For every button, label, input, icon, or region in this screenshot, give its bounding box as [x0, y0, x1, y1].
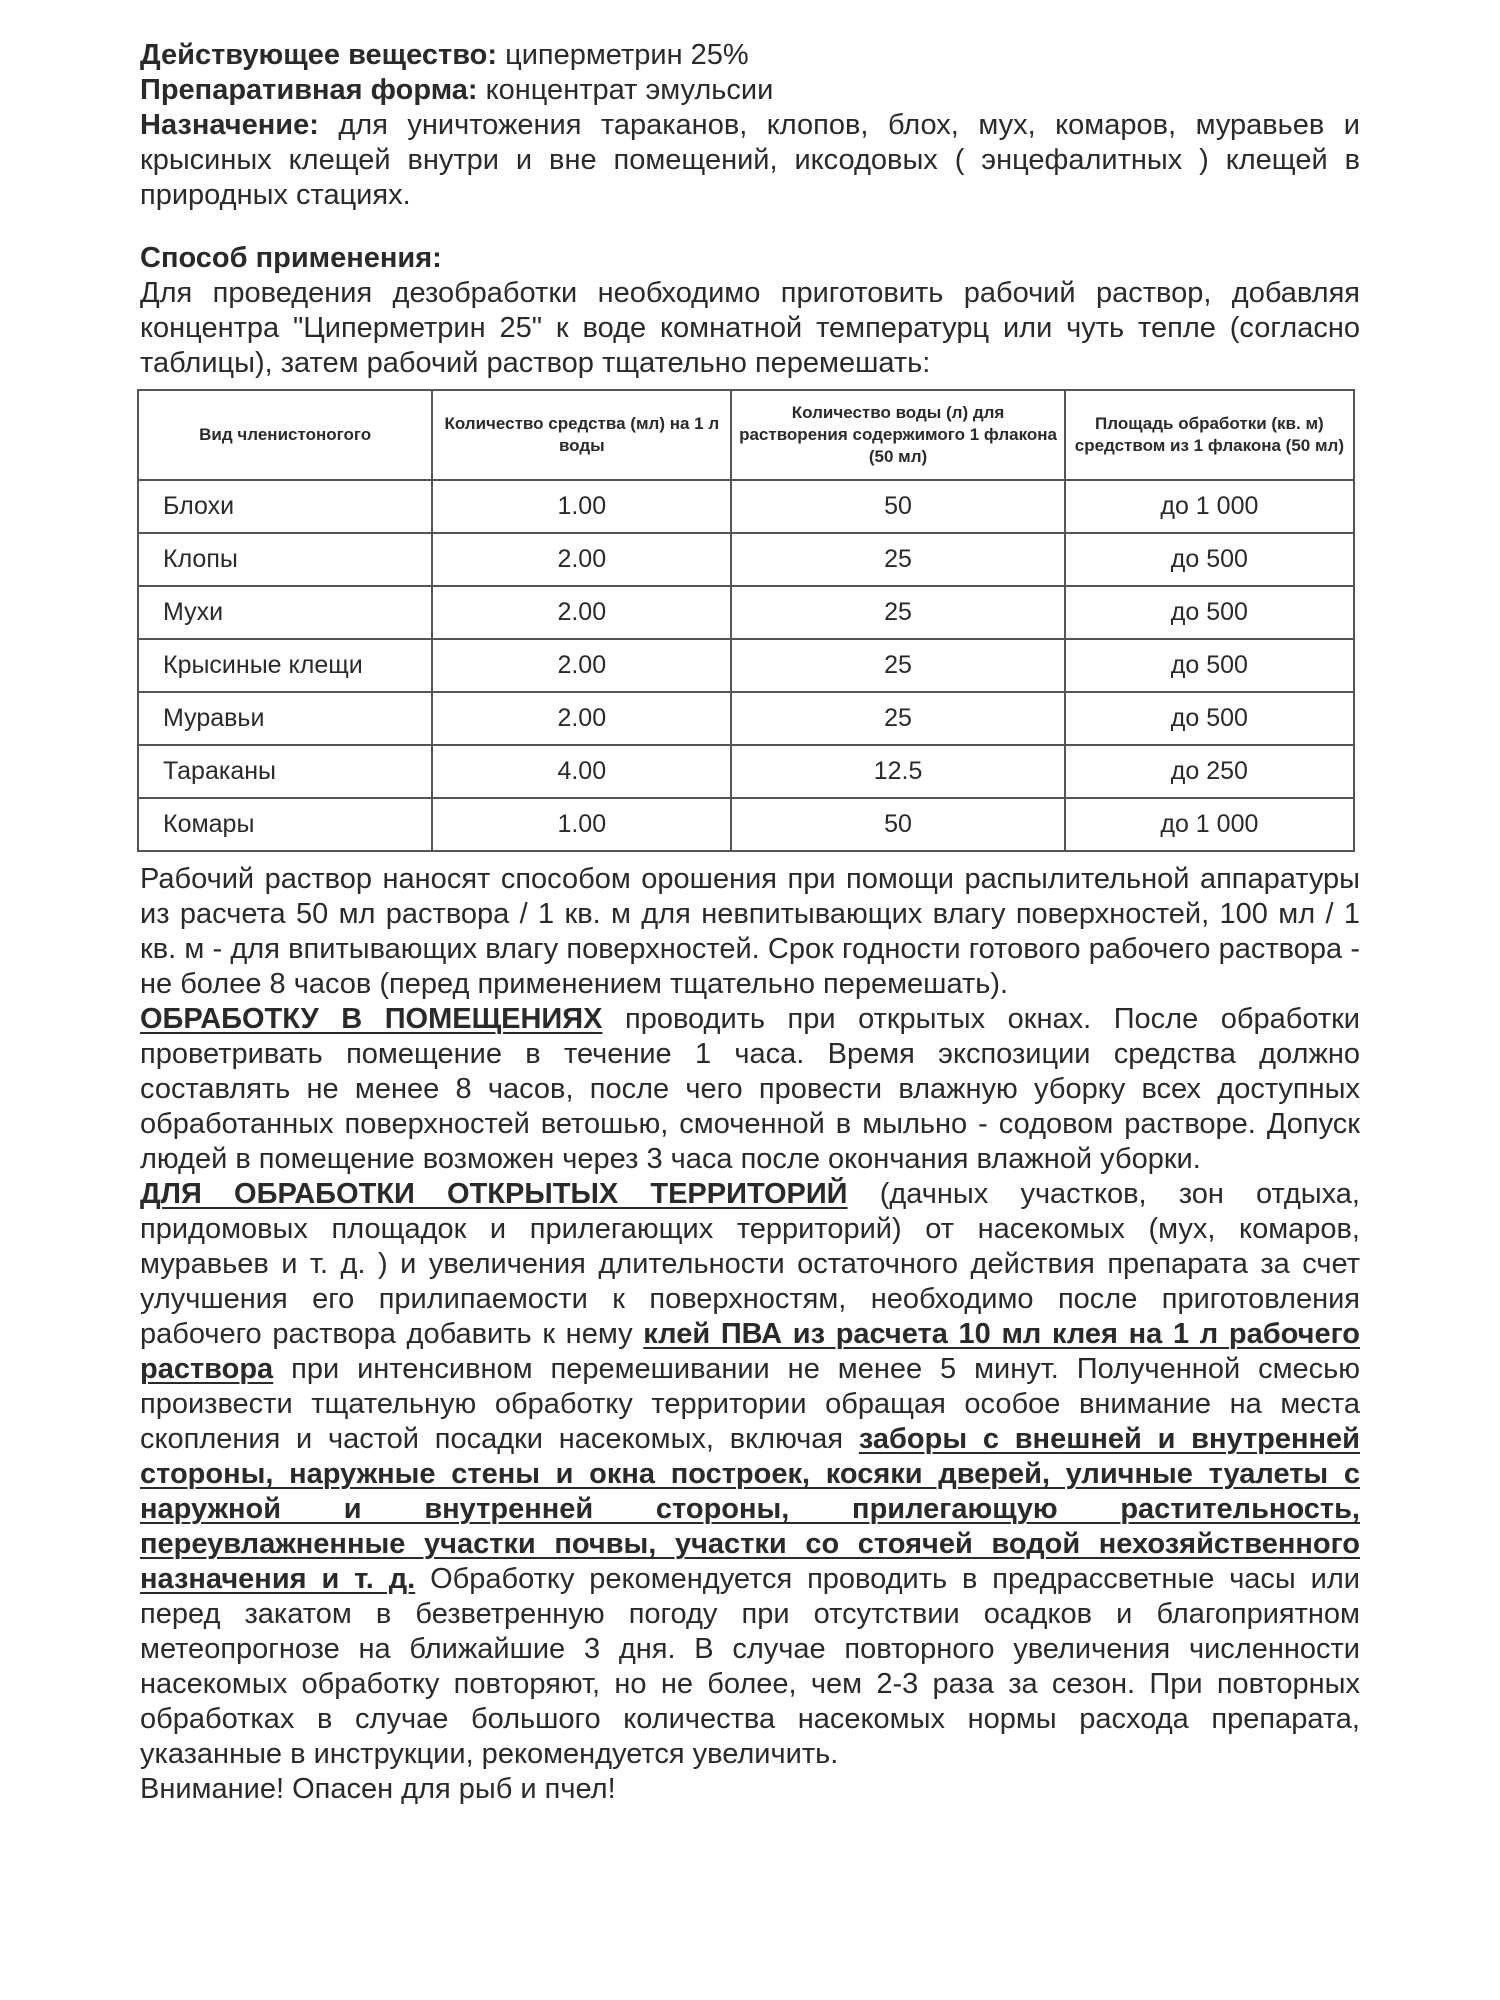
- header-area: Площадь обработки (кв. м) средством из 1 флакона (50 мл): [1065, 390, 1354, 480]
- cell-amount: 4.00: [432, 745, 731, 798]
- cell-name: Комары: [138, 798, 432, 851]
- method-title: Способ применения:: [140, 242, 442, 274]
- cell-area: до 1 000: [1065, 798, 1354, 851]
- cell-area: до 500: [1065, 533, 1354, 586]
- indoor-heading: ОБРАБОТКУ В ПОМЕЩЕНИЯХ: [140, 1003, 603, 1035]
- cell-area: до 250: [1065, 745, 1354, 798]
- cell-amount: 1.00: [432, 798, 731, 851]
- cell-water: 25: [731, 639, 1064, 692]
- table-row: [138, 480, 1354, 533]
- cell-water: 12.5: [731, 745, 1064, 798]
- table-row: [138, 586, 1354, 639]
- cell-amount: 1.00: [432, 480, 731, 533]
- table-row: [138, 745, 1354, 798]
- purpose-value: для уничтожения тараканов, клопов, блох, мух, комаров, муравьев и крысиных клещей внутри и вне помещений, иксодовых ( энцефалитных ) клещей в природных стациях.: [140, 109, 1360, 211]
- application-paragraph: Рабочий раствор наносят способом орошения при помощи распылительной аппаратуры из расчета 50 мл раствора / 1 кв. м для невпитывающих влагу поверхностей, 100 мл / 1 кв. м - для впитывающих влагу поверхностей. Срок годности готового рабочего раствора - не более 8 часов (перед применением тщательно перемешать).: [140, 863, 1360, 1000]
- cell-amount: 2.00: [432, 692, 731, 745]
- indoor-paragraph: [140, 1002, 1360, 1177]
- indoor-text: проводить при открытых окнах. После обработки проветривать помещение в течение 1 часа. Время экспозиции средства должно составлять не менее 8 часов, после чего провести влажную уборку всех доступных обработанных поверхностей ветошью, смоченной в мыльно - содовом растворе. Допуск людей в помещение возможен через 3 часа после окончания влажной уборки.: [140, 1003, 1361, 1175]
- substance-value: циперметрин 25%: [497, 39, 749, 71]
- cell-name: Муравьи: [138, 692, 432, 745]
- purpose-label: Назначение:: [140, 109, 319, 141]
- table-row: [138, 639, 1354, 692]
- warning-line: Внимание! Опасен для рыб и пчел!: [140, 1773, 616, 1805]
- cell-area: до 1 000: [1065, 480, 1354, 533]
- cell-water: 25: [731, 586, 1064, 639]
- outdoor-text-1: (дачных участков, зон отдыха, придомовых площадок и прилегающих территорий) от насекомых (мух, комаров, муравьев и т. д. ) и увеличения длительности остаточного действия препарата за счет улучшения его прилипаемости к поверхностям, необходимо после приготовления рабочего раствора добавить к нему: [140, 1178, 1360, 1350]
- active-substance-line: [140, 38, 1360, 73]
- cell-water: 50: [731, 480, 1064, 533]
- cell-name: Клопы: [138, 533, 432, 586]
- form-line: [140, 73, 1360, 108]
- outdoor-text-2: при интенсивном перемешивании не менее 5 минут. Полученной смесью произвести тщательную обработку территории обращая особое внимание на места скопления и частой посадки насекомых, включая: [140, 1353, 1360, 1455]
- form-value: концентрат эмульсии: [477, 74, 774, 106]
- form-label: Препаративная форма:: [140, 74, 478, 106]
- outdoor-heading: ДЛЯ ОБРАБОТКИ ОТКРЫТЫХ ТЕРРИТОРИЙ: [140, 1178, 848, 1210]
- cell-name: Блохи: [138, 480, 432, 533]
- table-header-row: [138, 390, 1354, 480]
- purpose-paragraph: [140, 108, 1360, 213]
- cell-water: 50: [731, 798, 1064, 851]
- treatment-places: заборы с внешней и внутренней стороны, наружные стены и окна построек, косяки дверей, уличные туалеты с наружной и внутренней стороны, прилегающую растительность, переувлажненные участки почвы, участки со стоячей водой нехозяйственного назначения и т. д.: [140, 1423, 1360, 1595]
- cell-area: до 500: [1065, 639, 1354, 692]
- header-species: Вид членистоногого: [138, 390, 432, 480]
- cell-amount: 2.00: [432, 639, 731, 692]
- outdoor-text-3: Обработку рекомендуется проводить в предрассветные часы или перед закатом в безветренную погоду при отсутствии осадков и благоприятном метеопрогнозе на ближайшие 3 дня. В случае повторного увеличения численности насекомых обработку повторяют, но не более, чем 2-3 раза за сезон. При повторных обработках в случае большого количества насекомых нормы расхода препарата, указанные в инструкции, рекомендуется увеличить.: [140, 1563, 1360, 1770]
- cell-water: 25: [731, 533, 1064, 586]
- spacer: [140, 213, 1360, 241]
- header-amount: Количество средства (мл) на 1 л воды: [432, 390, 731, 480]
- method-intro: Для проведения дезобработки необходимо приготовить рабочий раствор, добавляя концентра "Циперметрин 25" к воде комнатной температурц или чуть тепле (согласно таблицы), затем рабочий раствор тщательно перемешать:: [140, 277, 1360, 379]
- cell-name: Мухи: [138, 586, 432, 639]
- cell-name: Крысиные клещи: [138, 639, 432, 692]
- outdoor-paragraph: [140, 1177, 1360, 1772]
- dosage-table: [137, 389, 1355, 852]
- header-water: Количество воды (л) для растворения содержимого 1 флакона (50 мл): [731, 390, 1064, 480]
- table-row: [138, 692, 1354, 745]
- cell-water: 25: [731, 692, 1064, 745]
- cell-amount: 2.00: [432, 586, 731, 639]
- glue-instruction: клей ПВА из расчета 10 мл клея на 1 л рабочего раствора: [140, 1318, 1360, 1385]
- table-row: [138, 798, 1354, 851]
- table-row: [138, 533, 1354, 586]
- cell-name: Тараканы: [138, 745, 432, 798]
- cell-area: до 500: [1065, 692, 1354, 745]
- cell-area: до 500: [1065, 586, 1354, 639]
- cell-amount: 2.00: [432, 533, 731, 586]
- substance-label: Действующее вещество:: [140, 39, 498, 71]
